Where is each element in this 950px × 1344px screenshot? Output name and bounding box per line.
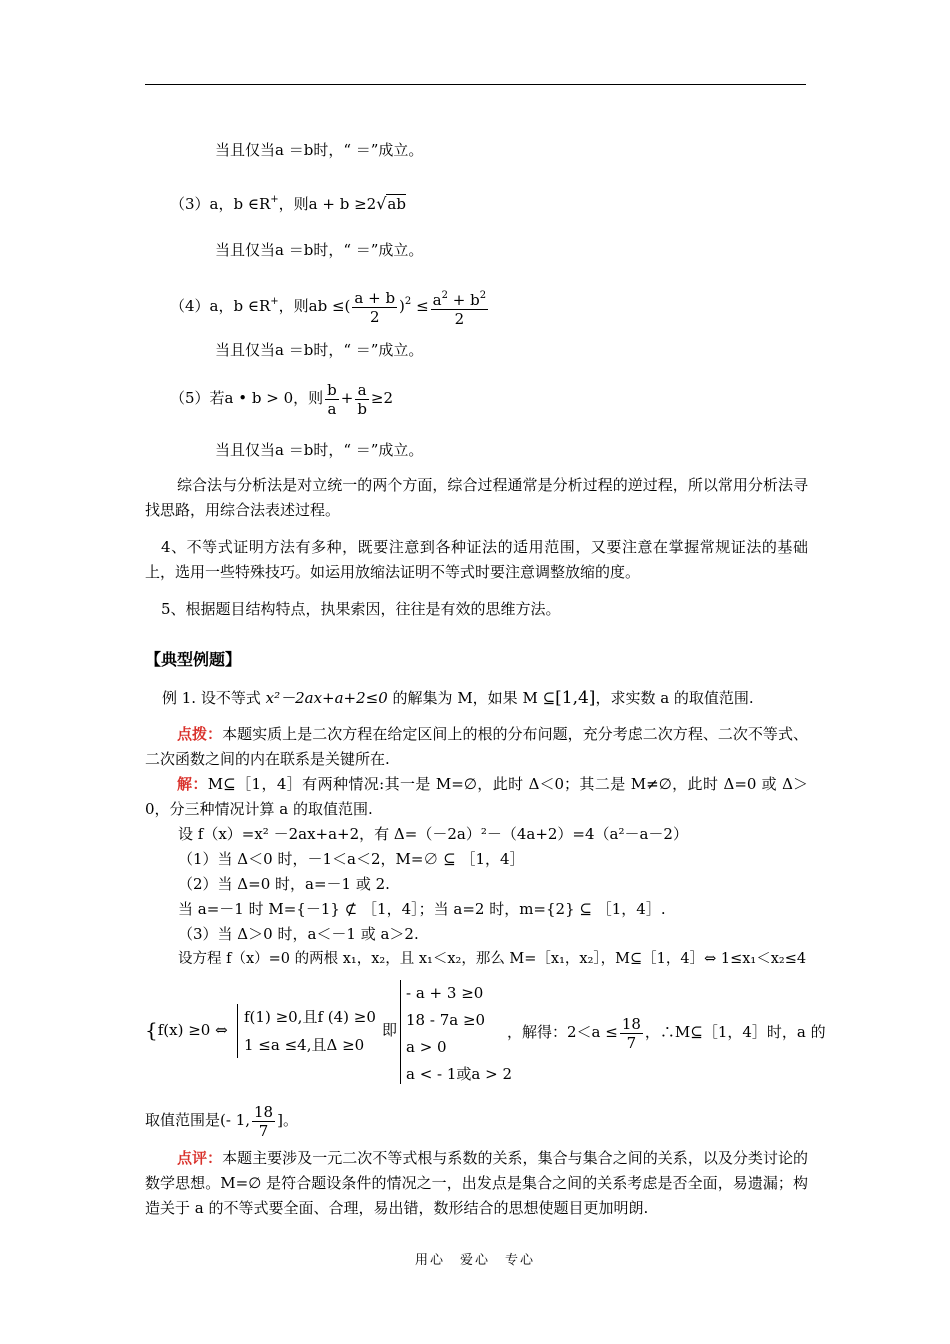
item4-le: ≤	[416, 297, 429, 315]
inequality-item-3	[170, 190, 406, 214]
item4-mid: ，则ab ≤(	[278, 297, 351, 315]
comment-label: 点评：	[177, 1149, 223, 1167]
comment-paragraph	[145, 1146, 808, 1221]
system-brace-a	[237, 1004, 238, 1058]
item4-f2-a: a	[432, 290, 442, 309]
system-brace-b	[400, 980, 401, 1084]
system-a-line-1: f(1) ≥0,且f (4) ≥0	[244, 1008, 376, 1026]
solution-line-5: （3）当 Δ＞0 时，a＜－1 或 a＞2.	[178, 925, 419, 943]
item5-f2-num: a	[355, 381, 369, 400]
example-question	[162, 686, 754, 710]
system-ji: 即	[382, 1021, 398, 1039]
question-interval: [1,4]	[555, 688, 596, 708]
solution-line-1: 设 f（x）=x² －2ax+a+2，有 Δ=（－2a）²－（4a+2）=4（a²－a－2）	[178, 825, 688, 843]
item4-f2-num	[431, 287, 488, 310]
small-brace: {	[145, 1018, 158, 1042]
system-b-line-3: a > 0	[406, 1038, 447, 1056]
item4-f2-den: 2	[454, 309, 465, 328]
solution-line-2: （1）当 Δ＜0 时，－1＜a＜2，M=∅ ⊆ ［1，4］	[178, 850, 525, 868]
solution-label: 解：	[177, 775, 208, 793]
item4-f1-num: a + b	[354, 288, 396, 307]
item4-fraction-1	[352, 289, 397, 326]
solution-paragraph	[145, 772, 808, 822]
item5-f1-den: a	[327, 399, 337, 418]
item3-sqrt: ab	[387, 195, 406, 213]
result-prefix: ，解得：2＜a ≤	[507, 1023, 618, 1041]
item4-square: 2	[404, 296, 412, 307]
item5-fraction-2	[355, 381, 369, 418]
item4-f2-sup1: 2	[441, 289, 448, 301]
range-fraction	[252, 1103, 275, 1140]
item4-prefix: （4）a，b ∈R	[170, 297, 271, 315]
inequality-item-4	[170, 282, 490, 328]
page-footer: 用心 爱心 专心	[414, 1253, 535, 1268]
item4-sup: +	[270, 296, 279, 307]
range-num: 18	[254, 1102, 274, 1121]
item4-f2-sup2: 2	[479, 289, 487, 301]
system-lhs-text: f(x) ≥0 ⇔	[157, 1021, 228, 1039]
paragraph-item-5: 5、根据题目结构特点，执果索因，往往是有效的思维方法。	[161, 600, 561, 618]
solution-text: M⊆［1，4］有两种情况:其一是 M=∅，此时 Δ＜0；其二是 M≠∅，此时 Δ=0 或 Δ＞0，分三种情况计算 a 的取值范围.	[145, 775, 808, 818]
paragraph-synthesis-analysis: 综合法与分析法是对立统一的两个方面，综合过程通常是分析过程的逆过程，所以常用分析法寻找思路，用综合法表述过程。	[145, 476, 808, 519]
question-prefix: 例 1. 设不等式	[162, 689, 266, 707]
item4-f1-den: 2	[369, 307, 380, 326]
solution-line-3: （2）当 Δ=0 时，a=－1 或 2.	[178, 875, 390, 893]
item5-plus: +	[340, 389, 354, 407]
item5-f2-den: b	[357, 399, 367, 418]
item4-fraction-2	[431, 287, 488, 328]
equality-condition-4: 当且仅当a ＝b时，“ ＝”成立。	[215, 441, 424, 459]
item4-close: )	[399, 297, 405, 315]
system-b-line-4: a < - 1或a > 2	[406, 1065, 513, 1083]
question-end: ，求实数 a 的取值范围.	[595, 689, 754, 707]
hint-text: 本题实质上是二次方程在给定区间上的根的分布问题，充分考虑二次方程、二次不等式、二次函数之间的内在联系是关键所在.	[145, 725, 808, 768]
result-den: 7	[626, 1033, 637, 1052]
solution-line-6: 设方程 f（x）=0 的两根 x₁，x₂，且 x₁＜x₂，那么 M=［x₁，x₂］，M⊆［1，4］⇔ 1≤x₁＜x₂≤4	[178, 951, 807, 967]
section-heading: 【典型例题】	[145, 650, 242, 669]
inequality-item-5	[170, 378, 393, 418]
system-lhs	[145, 1020, 228, 1040]
system-b-line-1: - a + 3 ≥0	[406, 984, 484, 1002]
system-result	[507, 1012, 826, 1052]
result-suffix: ，∴M⊆［1，4］时，a 的	[644, 1023, 826, 1041]
item3-prefix: （3）a，b ∈R	[170, 195, 271, 213]
item3-sup: +	[270, 194, 279, 205]
system-a-line-2: 1 ≤a ≤4,且Δ ≥0	[244, 1036, 365, 1054]
range-den: 7	[258, 1121, 269, 1140]
result-num: 18	[621, 1014, 641, 1033]
hint-paragraph	[145, 722, 808, 772]
item5-f1-num: b	[327, 380, 337, 399]
item3-mid: ，则a + b ≥2	[278, 195, 377, 213]
hint-label: 点拨：	[177, 725, 223, 743]
header-rule	[145, 84, 806, 85]
range-open: (- 1,	[220, 1111, 251, 1129]
equality-condition-2: 当且仅当a ＝b时，“ ＝”成立。	[215, 241, 424, 259]
sqrt-symbol: √	[376, 194, 387, 213]
range-close: ]。	[277, 1111, 298, 1129]
result-fraction	[620, 1015, 643, 1052]
item5-fraction-1	[325, 381, 339, 418]
solution-line-4: 当 a=－1 时 M={－1} ⊄ ［1，4］；当 a=2 时，m={2} ⊆ ［1，4］.	[178, 900, 666, 918]
equality-condition-1: 当且仅当a ＝b时，“ ＝”成立。	[215, 141, 424, 159]
question-inequality: x²－2ax+a+2≤0	[265, 689, 388, 707]
equality-condition-3: 当且仅当a ＝b时，“ ＝”成立。	[215, 341, 424, 359]
question-mid: 的解集为 M，如果 M ⊆	[387, 689, 556, 707]
range-line	[145, 1100, 298, 1140]
comment-text: 本题主要涉及一元二次不等式根与系数的关系，集合与集合之间的关系，以及分类讨论的数学思想。M=∅ 是符合题设条件的情况之一，出发点是集合之间的关系考虑是否全面，易遗漏；构造关于 a 的不等式要全面、合理，易出错，数形结合的思想使题目更加明朗.	[145, 1149, 808, 1217]
range-prefix: 取值范围是	[145, 1111, 221, 1129]
paragraph-item-4: 4、不等式证明方法有多种，既要注意到各种证法的适用范围，又要注意在掌握常规证法的基础上，选用一些特殊技巧。如运用放缩法证明不等式时要注意调整放缩的度。	[145, 538, 808, 581]
item5-prefix: （5）若a • b > 0，则	[170, 389, 324, 407]
item4-f2-plus: + b	[452, 290, 480, 309]
system-b-line-2: 18 - 7a ≥0	[406, 1011, 486, 1029]
item5-ge: ≥2	[370, 389, 394, 407]
